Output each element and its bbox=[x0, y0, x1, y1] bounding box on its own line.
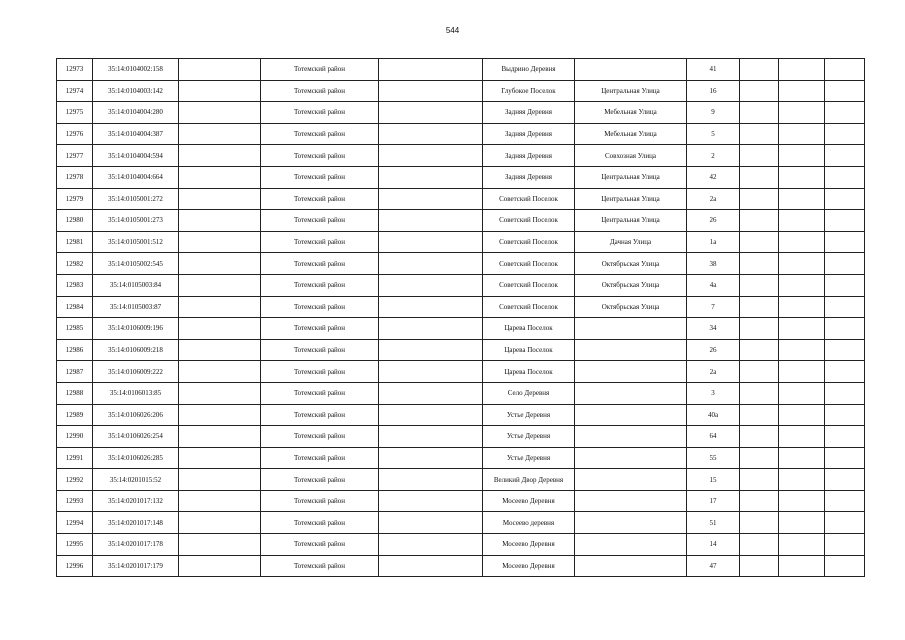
registry-table bbox=[56, 58, 865, 577]
empty-cell bbox=[179, 382, 261, 404]
district-cell: Тотемский район bbox=[261, 296, 379, 318]
empty-cell bbox=[179, 469, 261, 491]
empty-cell bbox=[379, 274, 483, 296]
locality-cell: Устье Деревня bbox=[483, 426, 575, 448]
empty-cell bbox=[825, 231, 865, 253]
locality-cell: Великий Двор Деревня bbox=[483, 469, 575, 491]
empty-cell bbox=[379, 123, 483, 145]
empty-cell bbox=[379, 80, 483, 102]
empty-cell bbox=[179, 102, 261, 124]
empty-cell bbox=[179, 512, 261, 534]
empty-cell bbox=[825, 296, 865, 318]
empty-cell bbox=[825, 210, 865, 232]
empty-cell bbox=[779, 361, 825, 383]
empty-cell bbox=[825, 447, 865, 469]
cadastral-number-cell: 35:14:0105003:84 bbox=[93, 274, 179, 296]
empty-cell bbox=[179, 166, 261, 188]
empty-cell bbox=[779, 296, 825, 318]
row-id-cell: 12994 bbox=[57, 512, 93, 534]
cadastral-number-cell: 35:14:0201015:52 bbox=[93, 469, 179, 491]
empty-cell bbox=[740, 404, 779, 426]
table-row bbox=[57, 512, 865, 534]
street-cell: Центральная Улица bbox=[575, 210, 687, 232]
house-number-cell: 2а bbox=[687, 361, 740, 383]
empty-cell bbox=[740, 166, 779, 188]
street-cell: Совхозная Улица bbox=[575, 145, 687, 167]
street-cell: Мебельная Улица bbox=[575, 102, 687, 124]
empty-cell bbox=[179, 490, 261, 512]
table-row bbox=[57, 102, 865, 124]
empty-cell bbox=[379, 253, 483, 275]
district-cell: Тотемский район bbox=[261, 361, 379, 383]
empty-cell bbox=[740, 274, 779, 296]
row-id-cell: 12983 bbox=[57, 274, 93, 296]
district-cell: Тотемский район bbox=[261, 210, 379, 232]
cadastral-number-cell: 35:14:0104004:387 bbox=[93, 123, 179, 145]
street-cell bbox=[575, 555, 687, 577]
empty-cell bbox=[825, 426, 865, 448]
house-number-cell: 15 bbox=[687, 469, 740, 491]
empty-cell bbox=[740, 534, 779, 556]
street-cell bbox=[575, 512, 687, 534]
cadastral-number-cell: 35:14:0105003:87 bbox=[93, 296, 179, 318]
table-row bbox=[57, 490, 865, 512]
district-cell: Тотемский район bbox=[261, 426, 379, 448]
empty-cell bbox=[779, 210, 825, 232]
district-cell: Тотемский район bbox=[261, 490, 379, 512]
empty-cell bbox=[740, 512, 779, 534]
row-id-cell: 12984 bbox=[57, 296, 93, 318]
empty-cell bbox=[740, 210, 779, 232]
district-cell: Тотемский район bbox=[261, 253, 379, 275]
cadastral-number-cell: 35:14:0105002:545 bbox=[93, 253, 179, 275]
empty-cell bbox=[179, 80, 261, 102]
row-id-cell: 12995 bbox=[57, 534, 93, 556]
district-cell: Тотемский район bbox=[261, 188, 379, 210]
district-cell: Тотемский район bbox=[261, 469, 379, 491]
street-cell bbox=[575, 382, 687, 404]
empty-cell bbox=[179, 361, 261, 383]
empty-cell bbox=[379, 382, 483, 404]
empty-cell bbox=[179, 274, 261, 296]
empty-cell bbox=[379, 426, 483, 448]
table-row bbox=[57, 274, 865, 296]
empty-cell bbox=[825, 404, 865, 426]
empty-cell bbox=[825, 382, 865, 404]
row-id-cell: 12987 bbox=[57, 361, 93, 383]
district-cell: Тотемский район bbox=[261, 555, 379, 577]
cadastral-number-cell: 35:14:0201017:148 bbox=[93, 512, 179, 534]
table-row bbox=[57, 426, 865, 448]
table-row bbox=[57, 296, 865, 318]
house-number-cell: 9 bbox=[687, 102, 740, 124]
empty-cell bbox=[825, 512, 865, 534]
empty-cell bbox=[825, 490, 865, 512]
locality-cell: Задняя Деревня bbox=[483, 102, 575, 124]
cadastral-number-cell: 35:14:0104002:158 bbox=[93, 59, 179, 81]
empty-cell bbox=[379, 447, 483, 469]
street-cell: Дачная Улица bbox=[575, 231, 687, 253]
empty-cell bbox=[825, 188, 865, 210]
cadastral-number-cell: 35:14:0105001:273 bbox=[93, 210, 179, 232]
district-cell: Тотемский район bbox=[261, 274, 379, 296]
empty-cell bbox=[779, 231, 825, 253]
empty-cell bbox=[379, 555, 483, 577]
empty-cell bbox=[779, 102, 825, 124]
empty-cell bbox=[779, 382, 825, 404]
locality-cell: Советский Поселок bbox=[483, 274, 575, 296]
house-number-cell: 41 bbox=[687, 59, 740, 81]
cadastral-number-cell: 35:14:0105001:512 bbox=[93, 231, 179, 253]
empty-cell bbox=[379, 145, 483, 167]
house-number-cell: 17 bbox=[687, 490, 740, 512]
empty-cell bbox=[779, 145, 825, 167]
empty-cell bbox=[825, 59, 865, 81]
district-cell: Тотемский район bbox=[261, 231, 379, 253]
empty-cell bbox=[779, 188, 825, 210]
locality-cell: Мосеево Деревня bbox=[483, 534, 575, 556]
locality-cell: Советский Поселок bbox=[483, 231, 575, 253]
street-cell bbox=[575, 361, 687, 383]
empty-cell bbox=[740, 123, 779, 145]
empty-cell bbox=[779, 318, 825, 340]
table-row bbox=[57, 210, 865, 232]
street-cell bbox=[575, 469, 687, 491]
row-id-cell: 12991 bbox=[57, 447, 93, 469]
empty-cell bbox=[825, 145, 865, 167]
locality-cell: Советский Поселок bbox=[483, 210, 575, 232]
row-id-cell: 12981 bbox=[57, 231, 93, 253]
cadastral-number-cell: 35:14:0201017:132 bbox=[93, 490, 179, 512]
cadastral-number-cell: 35:14:0106026:206 bbox=[93, 404, 179, 426]
row-id-cell: 12992 bbox=[57, 469, 93, 491]
street-cell bbox=[575, 490, 687, 512]
empty-cell bbox=[825, 274, 865, 296]
empty-cell bbox=[379, 210, 483, 232]
house-number-cell: 51 bbox=[687, 512, 740, 534]
locality-cell: Село Деревня bbox=[483, 382, 575, 404]
house-number-cell: 16 bbox=[687, 80, 740, 102]
table-row bbox=[57, 123, 865, 145]
house-number-cell: 64 bbox=[687, 426, 740, 448]
row-id-cell: 12990 bbox=[57, 426, 93, 448]
row-id-cell: 12979 bbox=[57, 188, 93, 210]
table-row bbox=[57, 361, 865, 383]
street-cell: Центральная Улица bbox=[575, 188, 687, 210]
house-number-cell: 14 bbox=[687, 534, 740, 556]
house-number-cell: 4а bbox=[687, 274, 740, 296]
empty-cell bbox=[779, 469, 825, 491]
street-cell bbox=[575, 426, 687, 448]
empty-cell bbox=[825, 555, 865, 577]
empty-cell bbox=[779, 166, 825, 188]
district-cell: Тотемский район bbox=[261, 512, 379, 534]
empty-cell bbox=[779, 404, 825, 426]
empty-cell bbox=[379, 296, 483, 318]
locality-cell: Устье Деревня bbox=[483, 404, 575, 426]
row-id-cell: 12980 bbox=[57, 210, 93, 232]
empty-cell bbox=[779, 123, 825, 145]
cadastral-number-cell: 35:14:0201017:178 bbox=[93, 534, 179, 556]
empty-cell bbox=[779, 490, 825, 512]
empty-cell bbox=[379, 188, 483, 210]
empty-cell bbox=[825, 534, 865, 556]
empty-cell bbox=[379, 231, 483, 253]
empty-cell bbox=[740, 469, 779, 491]
empty-cell bbox=[740, 253, 779, 275]
house-number-cell: 2 bbox=[687, 145, 740, 167]
street-cell bbox=[575, 318, 687, 340]
table-row bbox=[57, 253, 865, 275]
empty-cell bbox=[179, 555, 261, 577]
locality-cell: Мосеево Деревня bbox=[483, 555, 575, 577]
table-row bbox=[57, 534, 865, 556]
empty-cell bbox=[779, 274, 825, 296]
locality-cell: Царева Поселок bbox=[483, 339, 575, 361]
empty-cell bbox=[379, 490, 483, 512]
cadastral-number-cell: 35:14:0104004:664 bbox=[93, 166, 179, 188]
empty-cell bbox=[825, 253, 865, 275]
empty-cell bbox=[740, 59, 779, 81]
empty-cell bbox=[379, 534, 483, 556]
house-number-cell: 26 bbox=[687, 210, 740, 232]
empty-cell bbox=[825, 469, 865, 491]
empty-cell bbox=[179, 534, 261, 556]
house-number-cell: 26 bbox=[687, 339, 740, 361]
table-row bbox=[57, 469, 865, 491]
empty-cell bbox=[779, 253, 825, 275]
empty-cell bbox=[825, 123, 865, 145]
empty-cell bbox=[779, 339, 825, 361]
street-cell: Октябрьская Улица bbox=[575, 296, 687, 318]
page-number: 544 bbox=[445, 26, 460, 35]
district-cell: Тотемский район bbox=[261, 145, 379, 167]
house-number-cell: 5 bbox=[687, 123, 740, 145]
empty-cell bbox=[740, 80, 779, 102]
empty-cell bbox=[825, 102, 865, 124]
table-row bbox=[57, 404, 865, 426]
empty-cell bbox=[179, 210, 261, 232]
locality-cell: Мосеево Деревня bbox=[483, 490, 575, 512]
row-id-cell: 12982 bbox=[57, 253, 93, 275]
empty-cell bbox=[740, 490, 779, 512]
row-id-cell: 12985 bbox=[57, 318, 93, 340]
street-cell bbox=[575, 447, 687, 469]
empty-cell bbox=[379, 404, 483, 426]
street-cell: Мебельная Улица bbox=[575, 123, 687, 145]
table-row bbox=[57, 80, 865, 102]
house-number-cell: 40а bbox=[687, 404, 740, 426]
row-id-cell: 12973 bbox=[57, 59, 93, 81]
empty-cell bbox=[379, 166, 483, 188]
row-id-cell: 12977 bbox=[57, 145, 93, 167]
table-row bbox=[57, 339, 865, 361]
empty-cell bbox=[179, 339, 261, 361]
locality-cell: Мосеево деревня bbox=[483, 512, 575, 534]
cadastral-number-cell: 35:14:0106013:85 bbox=[93, 382, 179, 404]
row-id-cell: 12993 bbox=[57, 490, 93, 512]
row-id-cell: 12976 bbox=[57, 123, 93, 145]
empty-cell bbox=[740, 426, 779, 448]
empty-cell bbox=[779, 59, 825, 81]
district-cell: Тотемский район bbox=[261, 382, 379, 404]
locality-cell: Задняя Деревня bbox=[483, 123, 575, 145]
empty-cell bbox=[179, 231, 261, 253]
district-cell: Тотемский район bbox=[261, 102, 379, 124]
empty-cell bbox=[740, 382, 779, 404]
table-row bbox=[57, 59, 865, 81]
table-row bbox=[57, 166, 865, 188]
district-cell: Тотемский район bbox=[261, 166, 379, 188]
cadastral-number-cell: 35:14:0104004:594 bbox=[93, 145, 179, 167]
locality-cell: Царева Поселок bbox=[483, 318, 575, 340]
cadastral-number-cell: 35:14:0106009:218 bbox=[93, 339, 179, 361]
table-row bbox=[57, 447, 865, 469]
empty-cell bbox=[379, 102, 483, 124]
locality-cell: Советский Поселок bbox=[483, 188, 575, 210]
empty-cell bbox=[740, 318, 779, 340]
district-cell: Тотемский район bbox=[261, 404, 379, 426]
table-row bbox=[57, 188, 865, 210]
empty-cell bbox=[825, 339, 865, 361]
cadastral-number-cell: 35:14:0104004:280 bbox=[93, 102, 179, 124]
district-cell: Тотемский район bbox=[261, 339, 379, 361]
district-cell: Тотемский район bbox=[261, 80, 379, 102]
empty-cell bbox=[379, 318, 483, 340]
cadastral-number-cell: 35:14:0106026:285 bbox=[93, 447, 179, 469]
cadastral-number-cell: 35:14:0104003:142 bbox=[93, 80, 179, 102]
empty-cell bbox=[740, 361, 779, 383]
locality-cell: Советский Поселок bbox=[483, 296, 575, 318]
street-cell: Октябрьская Улица bbox=[575, 253, 687, 275]
house-number-cell: 34 bbox=[687, 318, 740, 340]
empty-cell bbox=[379, 59, 483, 81]
empty-cell bbox=[179, 123, 261, 145]
row-id-cell: 12989 bbox=[57, 404, 93, 426]
street-cell bbox=[575, 404, 687, 426]
empty-cell bbox=[379, 339, 483, 361]
empty-cell bbox=[740, 231, 779, 253]
house-number-cell: 38 bbox=[687, 253, 740, 275]
cadastral-number-cell: 35:14:0105001:272 bbox=[93, 188, 179, 210]
table-row bbox=[57, 318, 865, 340]
empty-cell bbox=[779, 555, 825, 577]
locality-cell: Царева Поселок bbox=[483, 361, 575, 383]
empty-cell bbox=[779, 447, 825, 469]
empty-cell bbox=[179, 59, 261, 81]
cadastral-number-cell: 35:14:0106009:222 bbox=[93, 361, 179, 383]
empty-cell bbox=[179, 426, 261, 448]
empty-cell bbox=[179, 145, 261, 167]
empty-cell bbox=[740, 188, 779, 210]
district-cell: Тотемский район bbox=[261, 447, 379, 469]
empty-cell bbox=[179, 253, 261, 275]
cadastral-number-cell: 35:14:0106009:196 bbox=[93, 318, 179, 340]
empty-cell bbox=[740, 296, 779, 318]
house-number-cell: 47 bbox=[687, 555, 740, 577]
district-cell: Тотемский район bbox=[261, 318, 379, 340]
empty-cell bbox=[779, 512, 825, 534]
row-id-cell: 12975 bbox=[57, 102, 93, 124]
house-number-cell: 55 bbox=[687, 447, 740, 469]
empty-cell bbox=[825, 361, 865, 383]
row-id-cell: 12978 bbox=[57, 166, 93, 188]
table-row bbox=[57, 145, 865, 167]
empty-cell bbox=[740, 447, 779, 469]
table-row bbox=[57, 382, 865, 404]
row-id-cell: 12974 bbox=[57, 80, 93, 102]
empty-cell bbox=[825, 80, 865, 102]
locality-cell: Выдрино Деревня bbox=[483, 59, 575, 81]
table-row bbox=[57, 555, 865, 577]
district-cell: Тотемский район bbox=[261, 123, 379, 145]
row-id-cell: 12988 bbox=[57, 382, 93, 404]
district-cell: Тотемский район bbox=[261, 534, 379, 556]
empty-cell bbox=[740, 339, 779, 361]
street-cell bbox=[575, 59, 687, 81]
street-cell bbox=[575, 534, 687, 556]
empty-cell bbox=[825, 166, 865, 188]
house-number-cell: 42 bbox=[687, 166, 740, 188]
cadastral-number-cell: 35:14:0201017:179 bbox=[93, 555, 179, 577]
house-number-cell: 2а bbox=[687, 188, 740, 210]
empty-cell bbox=[825, 318, 865, 340]
house-number-cell: 3 bbox=[687, 382, 740, 404]
empty-cell bbox=[740, 145, 779, 167]
locality-cell: Глубокое Поселок bbox=[483, 80, 575, 102]
street-cell: Октябрьская Улица bbox=[575, 274, 687, 296]
house-number-cell: 7 bbox=[687, 296, 740, 318]
empty-cell bbox=[179, 404, 261, 426]
locality-cell: Задняя Деревня bbox=[483, 145, 575, 167]
empty-cell bbox=[779, 426, 825, 448]
row-id-cell: 12986 bbox=[57, 339, 93, 361]
empty-cell bbox=[179, 296, 261, 318]
empty-cell bbox=[379, 361, 483, 383]
empty-cell bbox=[779, 80, 825, 102]
street-cell: Центральная Улица bbox=[575, 166, 687, 188]
locality-cell: Устье Деревня bbox=[483, 447, 575, 469]
empty-cell bbox=[379, 512, 483, 534]
empty-cell bbox=[179, 447, 261, 469]
registry-body bbox=[57, 59, 865, 577]
empty-cell bbox=[379, 469, 483, 491]
cadastral-number-cell: 35:14:0106026:254 bbox=[93, 426, 179, 448]
empty-cell bbox=[779, 534, 825, 556]
empty-cell bbox=[179, 188, 261, 210]
street-cell: Центральная Улица bbox=[575, 80, 687, 102]
table-row bbox=[57, 231, 865, 253]
locality-cell: Советский Поселок bbox=[483, 253, 575, 275]
house-number-cell: 1а bbox=[687, 231, 740, 253]
street-cell bbox=[575, 339, 687, 361]
row-id-cell: 12996 bbox=[57, 555, 93, 577]
empty-cell bbox=[740, 102, 779, 124]
locality-cell: Задняя Деревня bbox=[483, 166, 575, 188]
district-cell: Тотемский район bbox=[261, 59, 379, 81]
empty-cell bbox=[740, 555, 779, 577]
empty-cell bbox=[179, 318, 261, 340]
